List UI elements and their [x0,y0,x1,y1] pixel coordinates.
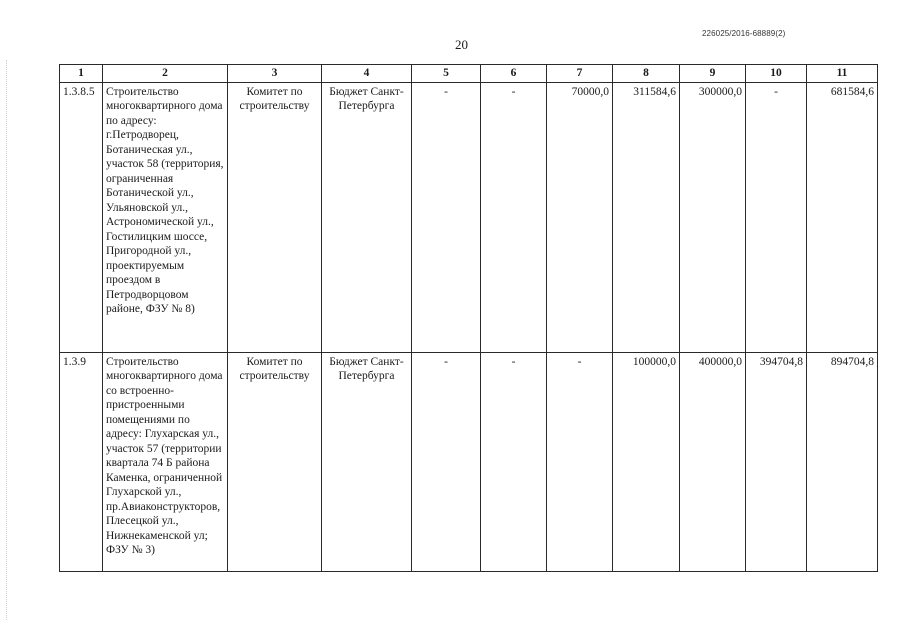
program-table [59,64,878,572]
scan-margin-marks [6,60,8,620]
column-header: 9 [680,65,746,83]
page-number: 20 [455,37,468,52]
project-name: Строительство многоквартирного дома по адресу: г.Петродворец, Ботаническая ул., участок 58 (территория, ограниченная Ботанической ул., Ульяновской ул., Астрономической ул., Гостилицким шоссе, Пригородной ул., проектируемым проездом в Петродворцовом районе, ФЗУ № 8) [103,82,228,352]
column-header: 6 [481,65,547,83]
cell-col8: 100000,0 [613,352,680,571]
cell-col11: 681584,6 [807,82,878,352]
column-header: 3 [228,65,322,83]
document-stamp: 226025/2016-68889(2) [702,29,786,38]
funding-source: Бюджет Санкт-Петербурга [322,82,412,352]
column-header: 8 [613,65,680,83]
cell-col10: 394704,8 [746,352,807,571]
executor: Комитет по строительству [228,82,322,352]
cell-col9: 300000,0 [680,82,746,352]
column-header: 7 [547,65,613,83]
cell-col6: - [481,82,547,352]
cell-col6: - [481,352,547,571]
executor: Комитет по строительству [228,352,322,571]
cell-col7: - [547,352,613,571]
cell-col11: 894704,8 [807,352,878,571]
column-header: 1 [60,65,103,83]
column-header: 2 [103,65,228,83]
column-header: 11 [807,65,878,83]
column-header: 10 [746,65,807,83]
column-header: 4 [322,65,412,83]
table-row [60,82,878,352]
project-name: Строительство многоквартирного дома со встроенно-пристроенными помещениями по адресу: Глухарская ул., участок 57 (территории квартала 74 Б района Каменка, ограниченной Глухарской ул., пр.Авиаконструкторов, Плесецкой ул., Нижнекаменской ул; ФЗУ № 3) [103,352,228,571]
cell-col9: 400000,0 [680,352,746,571]
row-code: 1.3.8.5 [60,82,103,352]
row-code: 1.3.9 [60,352,103,571]
cell-col8: 311584,6 [613,82,680,352]
cell-col7: 70000,0 [547,82,613,352]
funding-source: Бюджет Санкт-Петербурга [322,352,412,571]
cell-col5: - [412,352,481,571]
table-header-row [60,65,878,83]
cell-col5: - [412,82,481,352]
cell-col10: - [746,82,807,352]
table-row [60,352,878,571]
column-header: 5 [412,65,481,83]
